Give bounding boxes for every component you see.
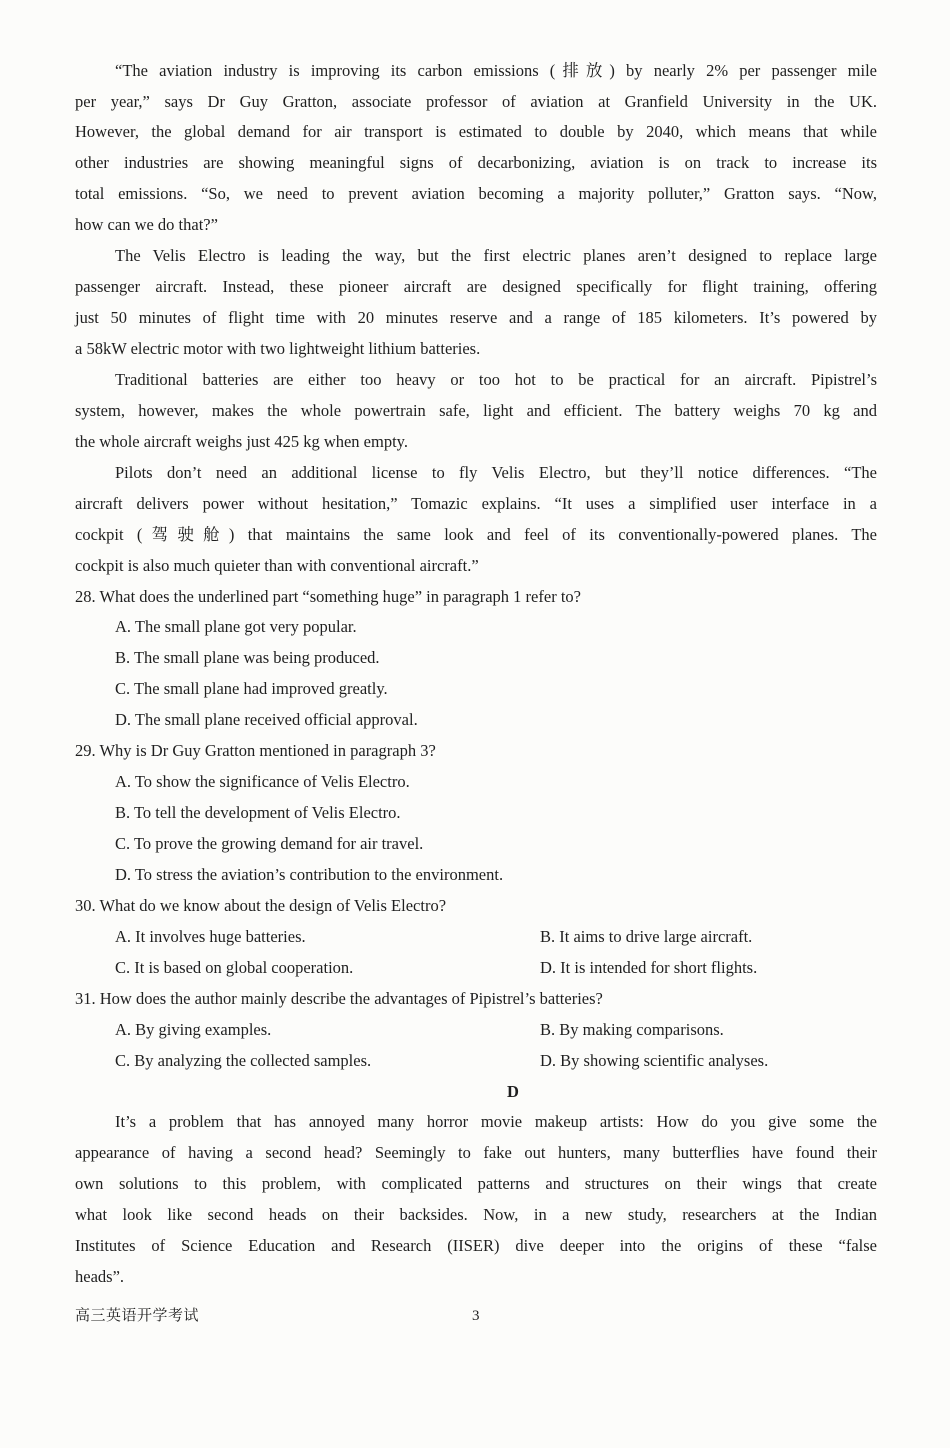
passage-d-p1-line-6: heads”. <box>75 1267 125 1287</box>
question-31-option-b: B. By making comparisons. <box>540 1019 724 1039</box>
footer-exam-title: 高三英语开学考试 <box>75 1308 200 1324</box>
passage-c-paragraph-1 <box>75 56 877 242</box>
passage-c-p2-line-4: a 58kW electric motor with two lightweight lithium batteries. <box>75 339 481 359</box>
footer-page-number: 3 <box>472 1308 480 1324</box>
passage-c-paragraph-3 <box>75 365 877 458</box>
passage-c-p2-line-2: passenger aircraft. Instead, these pioneer aircraft are designed specifically for flight training, offering <box>75 277 877 297</box>
question-29-option-b: B. To tell the development of Velis Electro. <box>115 803 401 823</box>
passage-d-p1-line-3: own solutions to this problem, with complicated patterns and structures on their wings that create <box>75 1174 877 1194</box>
passage-c-paragraph-2 <box>75 241 877 365</box>
passage-d-p1-line-1: It’s a problem that has annoyed many horror movie makeup artists: How do you give some the <box>115 1112 877 1132</box>
passage-c-p2-line-1: The Velis Electro is leading the way, but the first electric planes aren’t designed to replace large <box>115 246 877 266</box>
question-31-option-d: D. By showing scientific analyses. <box>540 1050 769 1070</box>
passage-c-p1-line-5: total emissions. “So, we need to prevent aviation becoming a majority polluter,” Gratton says. “Now, <box>75 184 877 204</box>
question-29-stem: 29. Why is Dr Guy Gratton mentioned in paragraph 3? <box>75 741 436 761</box>
question-28-option-a: A. The small plane got very popular. <box>115 617 357 637</box>
page-footer <box>75 1305 877 1327</box>
passage-c-p4-line-3: cockpit (驾驶舱) that maintains the same look and feel of its conventionally-powered planes. The <box>75 524 877 544</box>
question-28-option-d: D. The small plane received official approval. <box>115 710 418 730</box>
section-d-heading: D <box>507 1081 519 1101</box>
passage-c-p1-line-1: “The aviation industry is improving its carbon emissions (排放) by nearly 2% per passenger mile <box>115 60 877 80</box>
passage-c-p3-line-1: Traditional batteries are either too heavy or too hot to be practical for an aircraft. Pipistrel’s <box>115 369 877 389</box>
question-30-options-row-1 <box>75 922 877 953</box>
passage-c-p4-line-4: cockpit is also much quieter than with conventional aircraft.” <box>75 555 479 575</box>
passage-c-p1-line-4: other industries are showing meaningful signs of decarbonizing, aviation is on track to increase its <box>75 153 877 173</box>
question-31-option-c: C. By analyzing the collected samples. <box>115 1050 372 1070</box>
question-31-option-a: A. By giving examples. <box>115 1019 272 1039</box>
question-30-option-c: C. It is based on global cooperation. <box>115 957 354 977</box>
question-31-stem: 31. How does the author mainly describe the advantages of Pipistrel’s batteries? <box>75 988 603 1008</box>
question-30-option-b: B. It aims to drive large aircraft. <box>540 926 753 946</box>
question-30-stem: 30. What do we know about the design of Velis Electro? <box>75 895 447 915</box>
passage-c-p1-line-2: per year,” says Dr Guy Gratton, associate professor of aviation at Granfield University in the UK. <box>75 91 877 111</box>
passage-c-paragraph-4 <box>75 458 877 582</box>
exam-page-content <box>75 56 877 1294</box>
question-31 <box>75 984 877 1077</box>
passage-c-p2-line-3: just 50 minutes of flight time with 20 minutes reserve and a range of 185 kilometers. It’s powered by <box>75 308 877 328</box>
passage-d-p1-line-5: Institutes of Science Education and Research (IISER) dive deeper into the origins of these “false <box>75 1236 877 1256</box>
question-29 <box>75 736 877 891</box>
question-31-options-row-1 <box>75 1015 877 1046</box>
passage-c-p1-line-6: how can we do that?” <box>75 215 218 235</box>
passage-c-p1-line-3: However, the global demand for air transport is estimated to double by 2040, which means that while <box>75 122 877 142</box>
question-31-options-row-2 <box>75 1046 877 1077</box>
passage-c-p3-line-3: the whole aircraft weighs just 425 kg when empty. <box>75 431 408 451</box>
question-30-option-d: D. It is intended for short flights. <box>540 957 758 977</box>
question-30-option-a: A. It involves huge batteries. <box>115 926 306 946</box>
passage-c-p4-line-2: aircraft delivers power without hesitation,” Tomazic explains. “It uses a simplified user interface in a <box>75 493 877 513</box>
question-30 <box>75 891 877 984</box>
passage-d-paragraph-1 <box>75 1107 877 1293</box>
question-28-option-c: C. The small plane had improved greatly. <box>115 679 388 699</box>
passage-c-p4-line-1: Pilots don’t need an additional license to fly Velis Electro, but they’ll notice differences. “The <box>115 462 877 482</box>
question-29-option-a: A. To show the significance of Velis Electro. <box>115 772 410 792</box>
question-29-option-c: C. To prove the growing demand for air travel. <box>115 834 424 854</box>
passage-d-p1-line-4: what look like second heads on their backsides. Now, in a new study, researchers at the Indian <box>75 1205 877 1225</box>
passage-c-p3-line-2: system, however, makes the whole powertrain safe, light and efficient. The battery weighs 70 kg and <box>75 400 877 420</box>
question-28 <box>75 582 877 737</box>
question-28-stem: 28. What does the underlined part “something huge” in paragraph 1 refer to? <box>75 586 581 606</box>
passage-d-p1-line-2: appearance of having a second head? Seemingly to fake out hunters, many butterflies have found their <box>75 1143 877 1163</box>
question-30-options-row-2 <box>75 953 877 984</box>
question-29-option-d: D. To stress the aviation’s contribution to the environment. <box>115 864 504 884</box>
question-28-option-b: B. The small plane was being produced. <box>115 648 380 668</box>
